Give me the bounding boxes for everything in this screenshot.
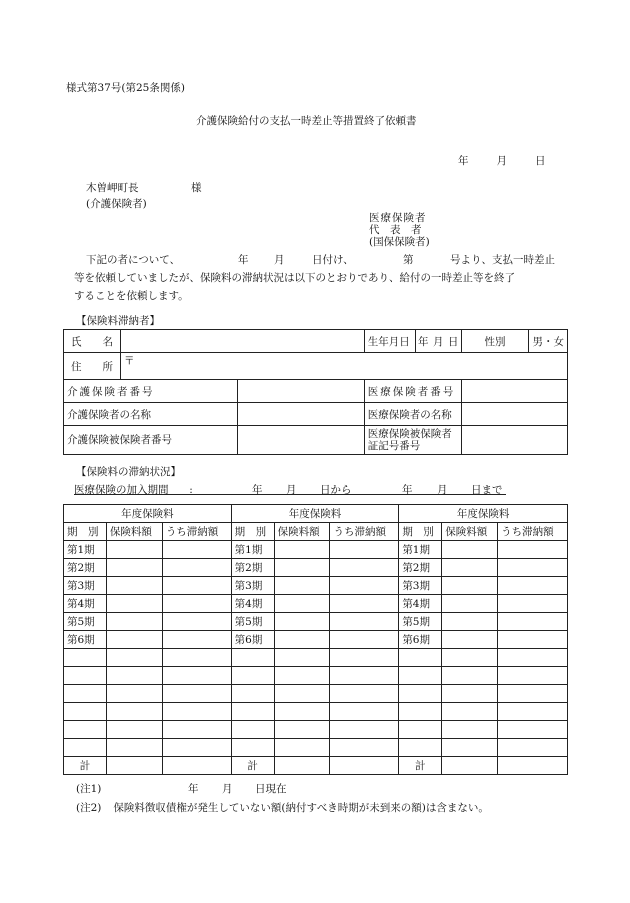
period-label: [64, 703, 107, 721]
arrears-cell: [330, 595, 399, 613]
arrears-cell: [498, 631, 568, 649]
arrears-cell: [498, 685, 568, 703]
premium-cell: [106, 721, 162, 739]
arrears-cell: [330, 685, 399, 703]
delinquent-table: [63, 329, 568, 455]
arrears-cell: [498, 577, 568, 595]
arrears-cell: [330, 649, 399, 667]
period-rows: [64, 541, 568, 757]
note1: [76, 781, 101, 796]
arrears-cell: [330, 721, 399, 739]
period-label: [231, 685, 274, 703]
sender-line3: (国保保険者): [369, 236, 430, 248]
premium-cell: [442, 541, 498, 559]
period-label: 第4期: [64, 595, 107, 613]
col-period: 期 別: [399, 523, 442, 541]
enrollment-start-month: 月: [286, 484, 297, 496]
body-line1-rest: 号より、支払一時差止: [450, 254, 555, 266]
col-premium: 保険料額: [442, 523, 498, 541]
premium-cell: [442, 577, 498, 595]
premium-cell: [106, 667, 162, 685]
arrears-cell: [162, 703, 231, 721]
period-label: [399, 667, 442, 685]
enrollment-start-year: 年: [252, 484, 263, 496]
period-label: 第1期: [399, 541, 442, 559]
note2-text: 保険料徴収債権が発生していない額(納付すべき時期が未到来の額)は含まない。: [113, 802, 489, 814]
period-label: 第4期: [399, 595, 442, 613]
sender-line1: 医療保険者: [369, 212, 427, 224]
premium-cell: [106, 577, 162, 595]
birthdate-cell: [364, 330, 461, 353]
iryo-insured-value: [461, 426, 567, 455]
premium-cell: [442, 685, 498, 703]
table-row: [64, 559, 568, 577]
date-day: 日: [535, 155, 546, 167]
arrears-cell: [330, 703, 399, 721]
period-label: 第6期: [64, 631, 107, 649]
kaigo-name-label: 介護保険者の名称: [64, 403, 238, 426]
period-label: [231, 721, 274, 739]
arrears-cell: [162, 613, 231, 631]
premium-cell: [442, 559, 498, 577]
premium-cell: [274, 667, 330, 685]
total-cell: [274, 757, 330, 775]
arrears-cell: [162, 739, 231, 757]
iryo-insured-label: 医療保険被保険者証記号番号: [364, 426, 461, 455]
premium-cell: [442, 649, 498, 667]
period-label: 第5期: [399, 613, 442, 631]
premium-cell: [106, 613, 162, 631]
arrears-cell: [162, 667, 231, 685]
postal-mark: 〒: [123, 355, 135, 367]
arrears-cell: [162, 559, 231, 577]
period-label: 第2期: [399, 559, 442, 577]
period-label: [399, 721, 442, 739]
table-row: [64, 685, 568, 703]
period-label: 第2期: [64, 559, 107, 577]
iryo-name-value: [461, 403, 567, 426]
section-delinquent: 【保険料滞納者】: [76, 315, 160, 327]
col-premium: 保険料額: [274, 523, 330, 541]
col-period: 期 別: [231, 523, 274, 541]
period-label: [64, 721, 107, 739]
document-date: [458, 153, 546, 168]
note1-day: 日現在: [255, 783, 287, 795]
birthdate-value: 年 月 日: [417, 335, 459, 348]
total-label: 計: [231, 757, 274, 775]
premium-cell: [274, 703, 330, 721]
premium-cell: [442, 739, 498, 757]
premium-cell: [106, 541, 162, 559]
enrollment-underline: [74, 494, 506, 495]
arrears-cell: [162, 595, 231, 613]
table-row: [64, 613, 568, 631]
kaigo-insured-value: [238, 426, 364, 455]
arrears-cell: [330, 667, 399, 685]
premium-cell: [106, 739, 162, 757]
period-label: 第5期: [231, 613, 274, 631]
period-label: [64, 685, 107, 703]
period-label: [64, 649, 107, 667]
total-label: 計: [64, 757, 107, 775]
sender-line2: 代 表 者: [369, 224, 422, 236]
body-line1: 下記の者について、: [86, 254, 181, 266]
note2: [76, 800, 489, 815]
arrears-cell: [498, 667, 568, 685]
body-line2: 等を依頼していましたが、保険料の滞納状況は以下のとおりであり、給付の一時差止等を終了: [74, 272, 515, 284]
premium-cell: [106, 559, 162, 577]
address-value: [120, 353, 567, 380]
premium-cell: [106, 631, 162, 649]
premium-cell: [442, 703, 498, 721]
col-period: 期 別: [64, 523, 107, 541]
period-label: 第1期: [64, 541, 107, 559]
period-label: [231, 649, 274, 667]
arrears-cell: [330, 631, 399, 649]
premium-cell: [274, 613, 330, 631]
premium-cell: [106, 595, 162, 613]
arrears-cell: [498, 649, 568, 667]
period-label: [64, 667, 107, 685]
premium-cell: [442, 613, 498, 631]
total-cell: [442, 757, 498, 775]
premium-cell: [442, 667, 498, 685]
arrears-cell: [162, 577, 231, 595]
premium-cell: [442, 631, 498, 649]
arrears-cell: [162, 541, 231, 559]
premium-cell: [442, 721, 498, 739]
arrears-cell: [162, 631, 231, 649]
period-label: 第6期: [399, 631, 442, 649]
year-header-1: 年度保険料: [64, 505, 232, 523]
sex-value: 男・女: [529, 330, 568, 353]
premium-cell: [106, 685, 162, 703]
iryo-number-value: [461, 380, 567, 403]
premium-cell: [274, 595, 330, 613]
table-row: [64, 703, 568, 721]
premium-cell: [274, 631, 330, 649]
enrollment-end-year: 年: [402, 484, 413, 496]
period-label: 第1期: [231, 541, 274, 559]
arrears-cell: [330, 577, 399, 595]
body-line1-year: 年: [238, 254, 249, 266]
arrears-cell: [330, 739, 399, 757]
note1-label: (注1): [76, 783, 102, 795]
period-label: [231, 703, 274, 721]
note2-label: (注2): [76, 802, 102, 814]
period-label: 第2期: [231, 559, 274, 577]
table-row: [64, 577, 568, 595]
body-line3: することを依頼します。: [74, 290, 189, 302]
table-row: [64, 721, 568, 739]
col-arrears: うち滞納額: [330, 523, 399, 541]
enrollment-end-day: 日まで: [471, 484, 503, 496]
note1-year: 年: [188, 783, 199, 795]
body-line1-day: 日付け、: [312, 254, 354, 266]
col-premium: 保険料額: [106, 523, 162, 541]
table-row: [64, 541, 568, 559]
enrollment-colon: :: [189, 484, 193, 496]
year-header-2: 年度保険料: [231, 505, 399, 523]
date-year: 年: [458, 155, 469, 167]
enrollment-start-day: 日から: [320, 484, 352, 496]
premium-cell: [274, 685, 330, 703]
period-label: [231, 667, 274, 685]
period-label: [399, 649, 442, 667]
arrears-cell: [330, 613, 399, 631]
arrears-table: [63, 504, 568, 775]
period-label: [399, 703, 442, 721]
col-arrears: うち滞納額: [162, 523, 231, 541]
total-cell: [106, 757, 162, 775]
total-cell: [498, 757, 568, 775]
premium-cell: [442, 595, 498, 613]
kaigo-insured-label: 介護保険被保険者番号: [64, 426, 238, 455]
table-row: [64, 739, 568, 757]
table-row: [64, 631, 568, 649]
arrears-cell: [162, 721, 231, 739]
body-line1-dai: 第: [403, 254, 414, 266]
premium-cell: [106, 649, 162, 667]
addressee-honorific: 様: [191, 182, 202, 194]
period-label: [399, 685, 442, 703]
arrears-cell: [498, 541, 568, 559]
iryo-name-label: 医療保険者の名称: [364, 403, 461, 426]
period-label: [231, 739, 274, 757]
kaigo-name-value: [238, 403, 364, 426]
table-row: [64, 595, 568, 613]
sex-label: 性別: [461, 330, 529, 353]
iryo-number-label: 医療保険者番号: [364, 380, 461, 403]
enrollment-label: 医療保険の加入期間: [74, 484, 169, 496]
form-number: 様式第37号(第25条関係): [66, 82, 185, 94]
period-label: 第4期: [231, 595, 274, 613]
arrears-cell: [498, 739, 568, 757]
name-value: [120, 330, 364, 353]
premium-cell: [106, 703, 162, 721]
period-label: [399, 739, 442, 757]
address-label: 住 所: [64, 353, 121, 380]
table-row: [64, 649, 568, 667]
body-line1-month: 月: [274, 254, 285, 266]
premium-cell: [274, 541, 330, 559]
arrears-cell: [162, 685, 231, 703]
note1-month: 月: [222, 783, 233, 795]
addressee-name: 木曽岬町長: [86, 182, 139, 194]
total-label: 計: [399, 757, 442, 775]
kaigo-number-label: 介護保険者番号: [64, 380, 238, 403]
period-label: 第3期: [231, 577, 274, 595]
arrears-cell: [330, 559, 399, 577]
section-arrears: 【保険料の滞納状況】: [76, 466, 181, 478]
arrears-cell: [330, 541, 399, 559]
birthdate-label: 生年月日: [365, 330, 416, 352]
period-label: 第6期: [231, 631, 274, 649]
total-cell: [162, 757, 231, 775]
arrears-cell: [498, 559, 568, 577]
period-label: 第5期: [64, 613, 107, 631]
period-label: 第3期: [64, 577, 107, 595]
kaigo-number-value: [238, 380, 364, 403]
premium-cell: [274, 577, 330, 595]
year-header-3: 年度保険料: [399, 505, 568, 523]
document-title: 介護保険給付の支払一時差止等措置終了依頼書: [196, 115, 417, 127]
total-cell: [330, 757, 399, 775]
enrollment-end-month: 月: [437, 484, 448, 496]
date-month: 月: [496, 155, 507, 167]
premium-cell: [274, 559, 330, 577]
arrears-cell: [498, 703, 568, 721]
addressee-role: (介護保険者): [86, 198, 147, 210]
table-row: [64, 667, 568, 685]
col-arrears: うち滞納額: [498, 523, 568, 541]
arrears-cell: [498, 595, 568, 613]
arrears-cell: [498, 613, 568, 631]
name-label: 氏 名: [64, 330, 121, 353]
premium-cell: [274, 721, 330, 739]
period-label: [64, 739, 107, 757]
arrears-cell: [162, 649, 231, 667]
arrears-cell: [498, 721, 568, 739]
period-label: 第3期: [399, 577, 442, 595]
premium-cell: [274, 739, 330, 757]
premium-cell: [274, 649, 330, 667]
